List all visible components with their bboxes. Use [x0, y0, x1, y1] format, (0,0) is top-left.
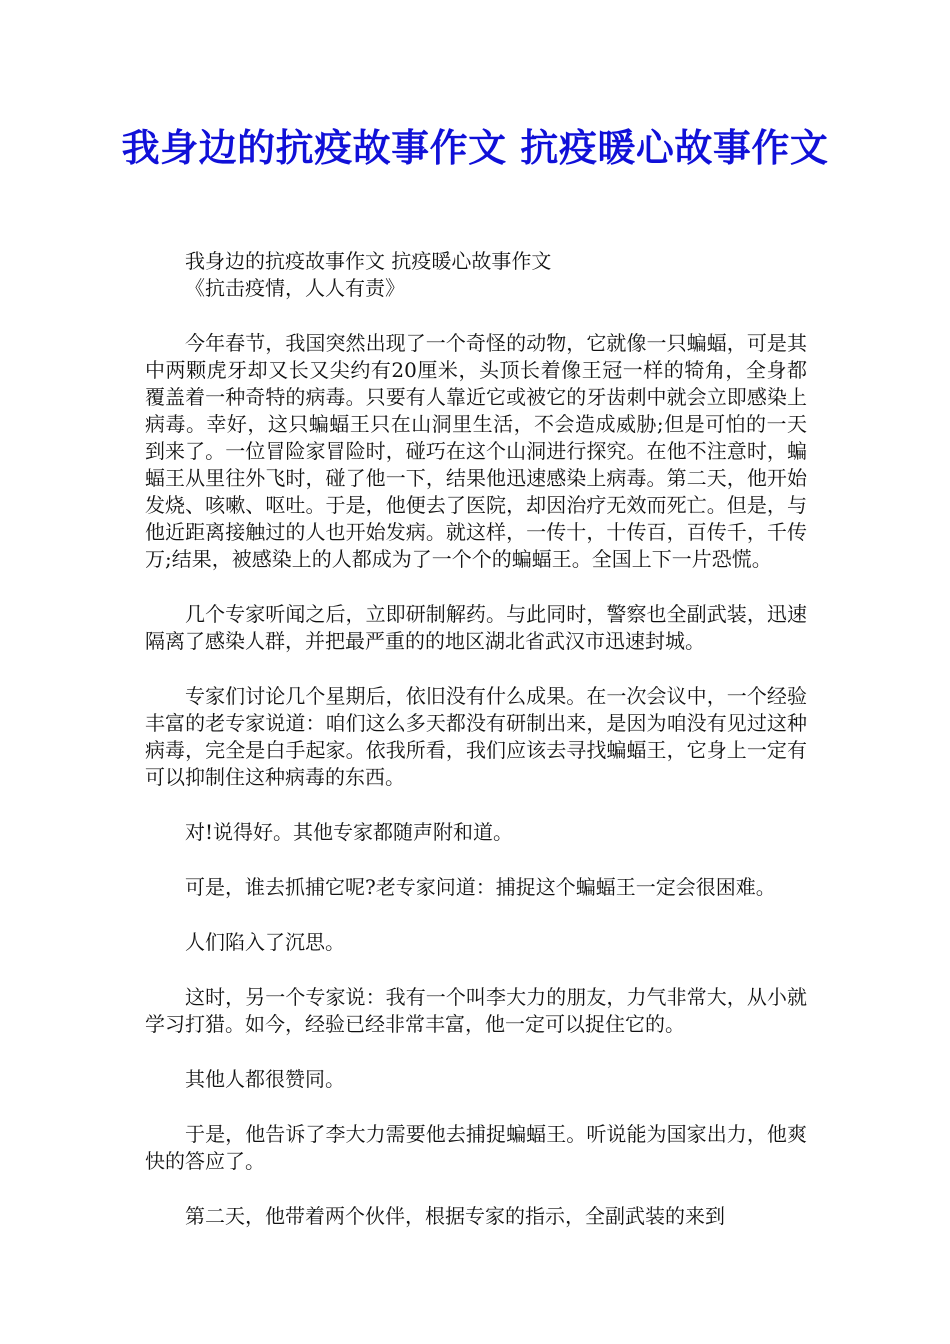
document-body	[145, 248, 807, 1258]
paragraph: 可是，谁去抓捕它呢?老专家问道：捕捉这个蝙蝠王一定会很困难。	[185, 875, 776, 899]
paragraph: 第二天，他带着两个伙伴，根据专家的指示，全副武装的来到	[185, 1204, 725, 1228]
paragraph: 今年春节，我国突然出现了一个奇怪的动物，它就像一只蝙蝠，可是其中两颗虎牙却又长又尖约有20厘米，头顶长着像王冠一样的犄角，全身都覆盖着一种奇特的病毒。只要有人靠近它或被它的牙齿刺中就会立即感染上病毒。幸好，这只蝙蝠王只在山洞里生活，不会造成威胁;但是可怕的一天到来了。一位冒险家冒险时，碰巧在这个山洞进行探究。在他不注意时，蝙蝠王从里往外飞时，碰了他一下，结果他迅速感染上病毒。第二天，他开始发烧、咳嗽、呕吐。于是，他便去了医院，却因治疗无效而死亡。但是，与他近距离接触过的人也开始发病。就这样，一传十，十传百，百传千，千传万;结果，被感染上的人都成为了一个个的蝙蝠王。全国上下一片恐慌。	[145, 331, 807, 571]
paragraph: 其他人都很赞同。	[185, 1067, 345, 1091]
paragraph: 这时，另一个专家说：我有一个叫李大力的朋友，力气非常大，从小就学习打猎。如今，经验已经非常丰富，他一定可以捉住它的。	[145, 985, 807, 1036]
book-title-line: 《抗击疫情，人人有责》	[185, 276, 405, 300]
document-title: 我身边的抗疫故事作文 抗疫暖心故事作文	[121, 126, 829, 170]
paragraph: 人们陷入了沉思。	[185, 930, 345, 954]
paragraph: 专家们讨论几个星期后，依旧没有什么成果。在一次会议中，一个经验丰富的老专家说道：咱们这么多天都没有研制出来，是因为咱没有见过这种病毒，完全是白手起家。依我所看，我们应该去寻找蝙蝠王，它身上一定有可以抑制住这种病毒的东西。	[145, 684, 807, 789]
subtitle-line: 我身边的抗疫故事作文 抗疫暖心故事作文	[185, 249, 552, 273]
paragraph: 几个专家听闻之后，立即研制解药。与此同时，警察也全副武装，迅速隔离了感染人群，并把最严重的的地区湖北省武汉市迅速封城。	[145, 602, 807, 653]
paragraph: 于是，他告诉了李大力需要他去捕捉蝙蝠王。听说能为国家出力，他爽快的答应了。	[145, 1122, 807, 1173]
paragraph: 对!说得好。其他专家都随声附和道。	[185, 820, 514, 844]
